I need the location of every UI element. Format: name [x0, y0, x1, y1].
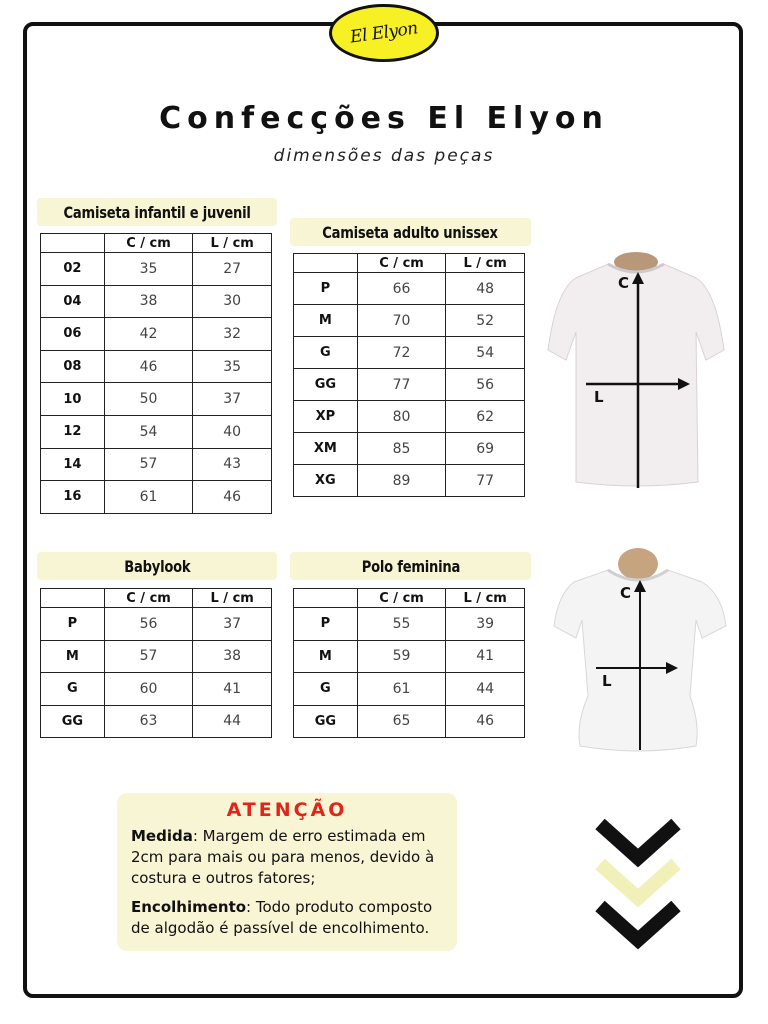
label-polo: Polo feminina	[290, 552, 531, 580]
header-c: C / cm	[104, 234, 193, 253]
attention-heading: ATENÇÃO	[226, 799, 348, 821]
table-babylook	[40, 588, 272, 738]
l-cell: 46	[446, 705, 525, 738]
table-row	[41, 608, 272, 641]
chevron-middle-icon	[600, 864, 676, 898]
header-c: C / cm	[357, 589, 446, 608]
chevron-bottom-icon	[600, 906, 676, 940]
size-cell: GG	[294, 369, 358, 401]
header-l: L / cm	[446, 589, 525, 608]
table-row	[41, 705, 272, 738]
l-cell: 37	[193, 608, 272, 641]
size-cell: P	[41, 608, 105, 641]
c-cell: 61	[357, 673, 446, 706]
c-cell: 56	[104, 608, 193, 641]
header-c: C / cm	[357, 254, 446, 273]
size-cell: G	[294, 337, 358, 369]
c-cell: 35	[104, 253, 193, 286]
l-cell: 56	[446, 369, 525, 401]
table-row	[41, 448, 272, 481]
size-cell: 12	[41, 415, 105, 448]
l-cell: 44	[193, 705, 272, 738]
l-cell: 40	[193, 415, 272, 448]
header-blank	[41, 589, 105, 608]
page-title: Confecções El Elyon	[159, 101, 609, 136]
female-shirt-illustration	[552, 546, 728, 752]
l-cell: 41	[446, 640, 525, 673]
table-row	[294, 705, 525, 738]
size-cell: 14	[41, 448, 105, 481]
table-row	[41, 383, 272, 416]
c-cell: 57	[104, 448, 193, 481]
size-cell: G	[294, 673, 358, 706]
table-row	[41, 415, 272, 448]
table-row	[294, 369, 525, 401]
size-cell: 06	[41, 318, 105, 351]
l-cell: 39	[446, 608, 525, 641]
size-cell: 16	[41, 481, 105, 514]
table-row	[41, 481, 272, 514]
size-cell: 10	[41, 383, 105, 416]
table-row	[294, 465, 525, 497]
header-blank	[294, 589, 358, 608]
size-cell: XM	[294, 433, 358, 465]
table-row	[41, 673, 272, 706]
table-row	[294, 640, 525, 673]
size-cell: XG	[294, 465, 358, 497]
l-cell: 62	[446, 401, 525, 433]
size-cell: G	[41, 673, 105, 706]
size-cell: P	[294, 608, 358, 641]
header-l: L / cm	[446, 254, 525, 273]
c-cell: 80	[357, 401, 446, 433]
c-cell: 66	[357, 273, 446, 305]
size-cell: M	[294, 305, 358, 337]
chevron-top-icon	[600, 824, 676, 858]
l-cell: 44	[446, 673, 525, 706]
note-encolhimento	[131, 897, 443, 939]
label-adulto: Camiseta adulto unissex	[290, 218, 531, 246]
note-encolhimento-term: Encolhimento	[131, 898, 247, 916]
size-cell: 02	[41, 253, 105, 286]
table-row	[41, 318, 272, 351]
l-cell: 27	[193, 253, 272, 286]
l-cell: 52	[446, 305, 525, 337]
size-cell: XP	[294, 401, 358, 433]
label-c: C	[620, 584, 632, 602]
c-cell: 77	[357, 369, 446, 401]
table-row	[41, 350, 272, 383]
c-cell: 54	[104, 415, 193, 448]
l-cell: 43	[193, 448, 272, 481]
header-blank	[294, 254, 358, 273]
note-medida-term: Medida	[131, 827, 193, 845]
note-medida-text: : Margem de erro estimada em 2cm para mais ou para menos, devido à costura e outros fatores;	[131, 827, 435, 887]
l-cell: 38	[193, 640, 272, 673]
size-cell: GG	[41, 705, 105, 738]
c-cell: 70	[357, 305, 446, 337]
page-subtitle: dimensões das peças	[273, 146, 495, 166]
c-cell: 85	[357, 433, 446, 465]
table-row	[294, 608, 525, 641]
l-cell: 46	[193, 481, 272, 514]
table-row	[41, 640, 272, 673]
header-l: L / cm	[193, 589, 272, 608]
c-cell: 89	[357, 465, 446, 497]
c-cell: 38	[104, 285, 193, 318]
shirt-body	[548, 264, 724, 486]
l-cell: 35	[193, 350, 272, 383]
brand-logo	[329, 4, 439, 62]
l-cell: 32	[193, 318, 272, 351]
l-cell: 77	[446, 465, 525, 497]
c-cell: 55	[357, 608, 446, 641]
c-cell: 72	[357, 337, 446, 369]
l-cell: 48	[446, 273, 525, 305]
c-cell: 61	[104, 481, 193, 514]
size-cell: GG	[294, 705, 358, 738]
c-cell: 57	[104, 640, 193, 673]
size-cell: 04	[41, 285, 105, 318]
label-l: L	[602, 672, 612, 690]
table-row	[294, 305, 525, 337]
size-cell: P	[294, 273, 358, 305]
c-cell: 50	[104, 383, 193, 416]
c-cell: 59	[357, 640, 446, 673]
header-c: C / cm	[104, 589, 193, 608]
c-cell: 46	[104, 350, 193, 383]
l-cell: 37	[193, 383, 272, 416]
header-l: L / cm	[193, 234, 272, 253]
table-row	[294, 401, 525, 433]
logo-text: El Elyon	[348, 18, 419, 48]
table-row	[294, 337, 525, 369]
size-cell: M	[294, 640, 358, 673]
table-polo	[293, 588, 525, 738]
label-c: C	[618, 274, 630, 292]
unisex-shirt-illustration	[546, 250, 726, 490]
table-row	[294, 433, 525, 465]
label-babylook: Babylook	[37, 552, 277, 580]
size-cell: 08	[41, 350, 105, 383]
chevrons-down-icon	[594, 818, 684, 954]
mannequin-neck	[618, 548, 658, 580]
note-encolhimento-text: : Todo produto composto de algodão é passível de encolhimento.	[131, 898, 433, 937]
c-cell: 65	[357, 705, 446, 738]
label-infantil: Camiseta infantil e juvenil	[37, 198, 277, 226]
table-adulto	[293, 253, 525, 497]
table-row	[294, 273, 525, 305]
attention-box	[117, 793, 457, 951]
size-cell: M	[41, 640, 105, 673]
table-row	[41, 285, 272, 318]
l-cell: 41	[193, 673, 272, 706]
l-cell: 30	[193, 285, 272, 318]
label-l: L	[594, 388, 604, 406]
l-cell: 54	[446, 337, 525, 369]
table-infantil	[40, 233, 272, 514]
c-cell: 63	[104, 705, 193, 738]
table-row	[294, 673, 525, 706]
note-medida	[131, 826, 443, 889]
c-cell: 42	[104, 318, 193, 351]
table-row	[41, 253, 272, 286]
l-cell: 69	[446, 433, 525, 465]
header-blank	[41, 234, 105, 253]
c-cell: 60	[104, 673, 193, 706]
